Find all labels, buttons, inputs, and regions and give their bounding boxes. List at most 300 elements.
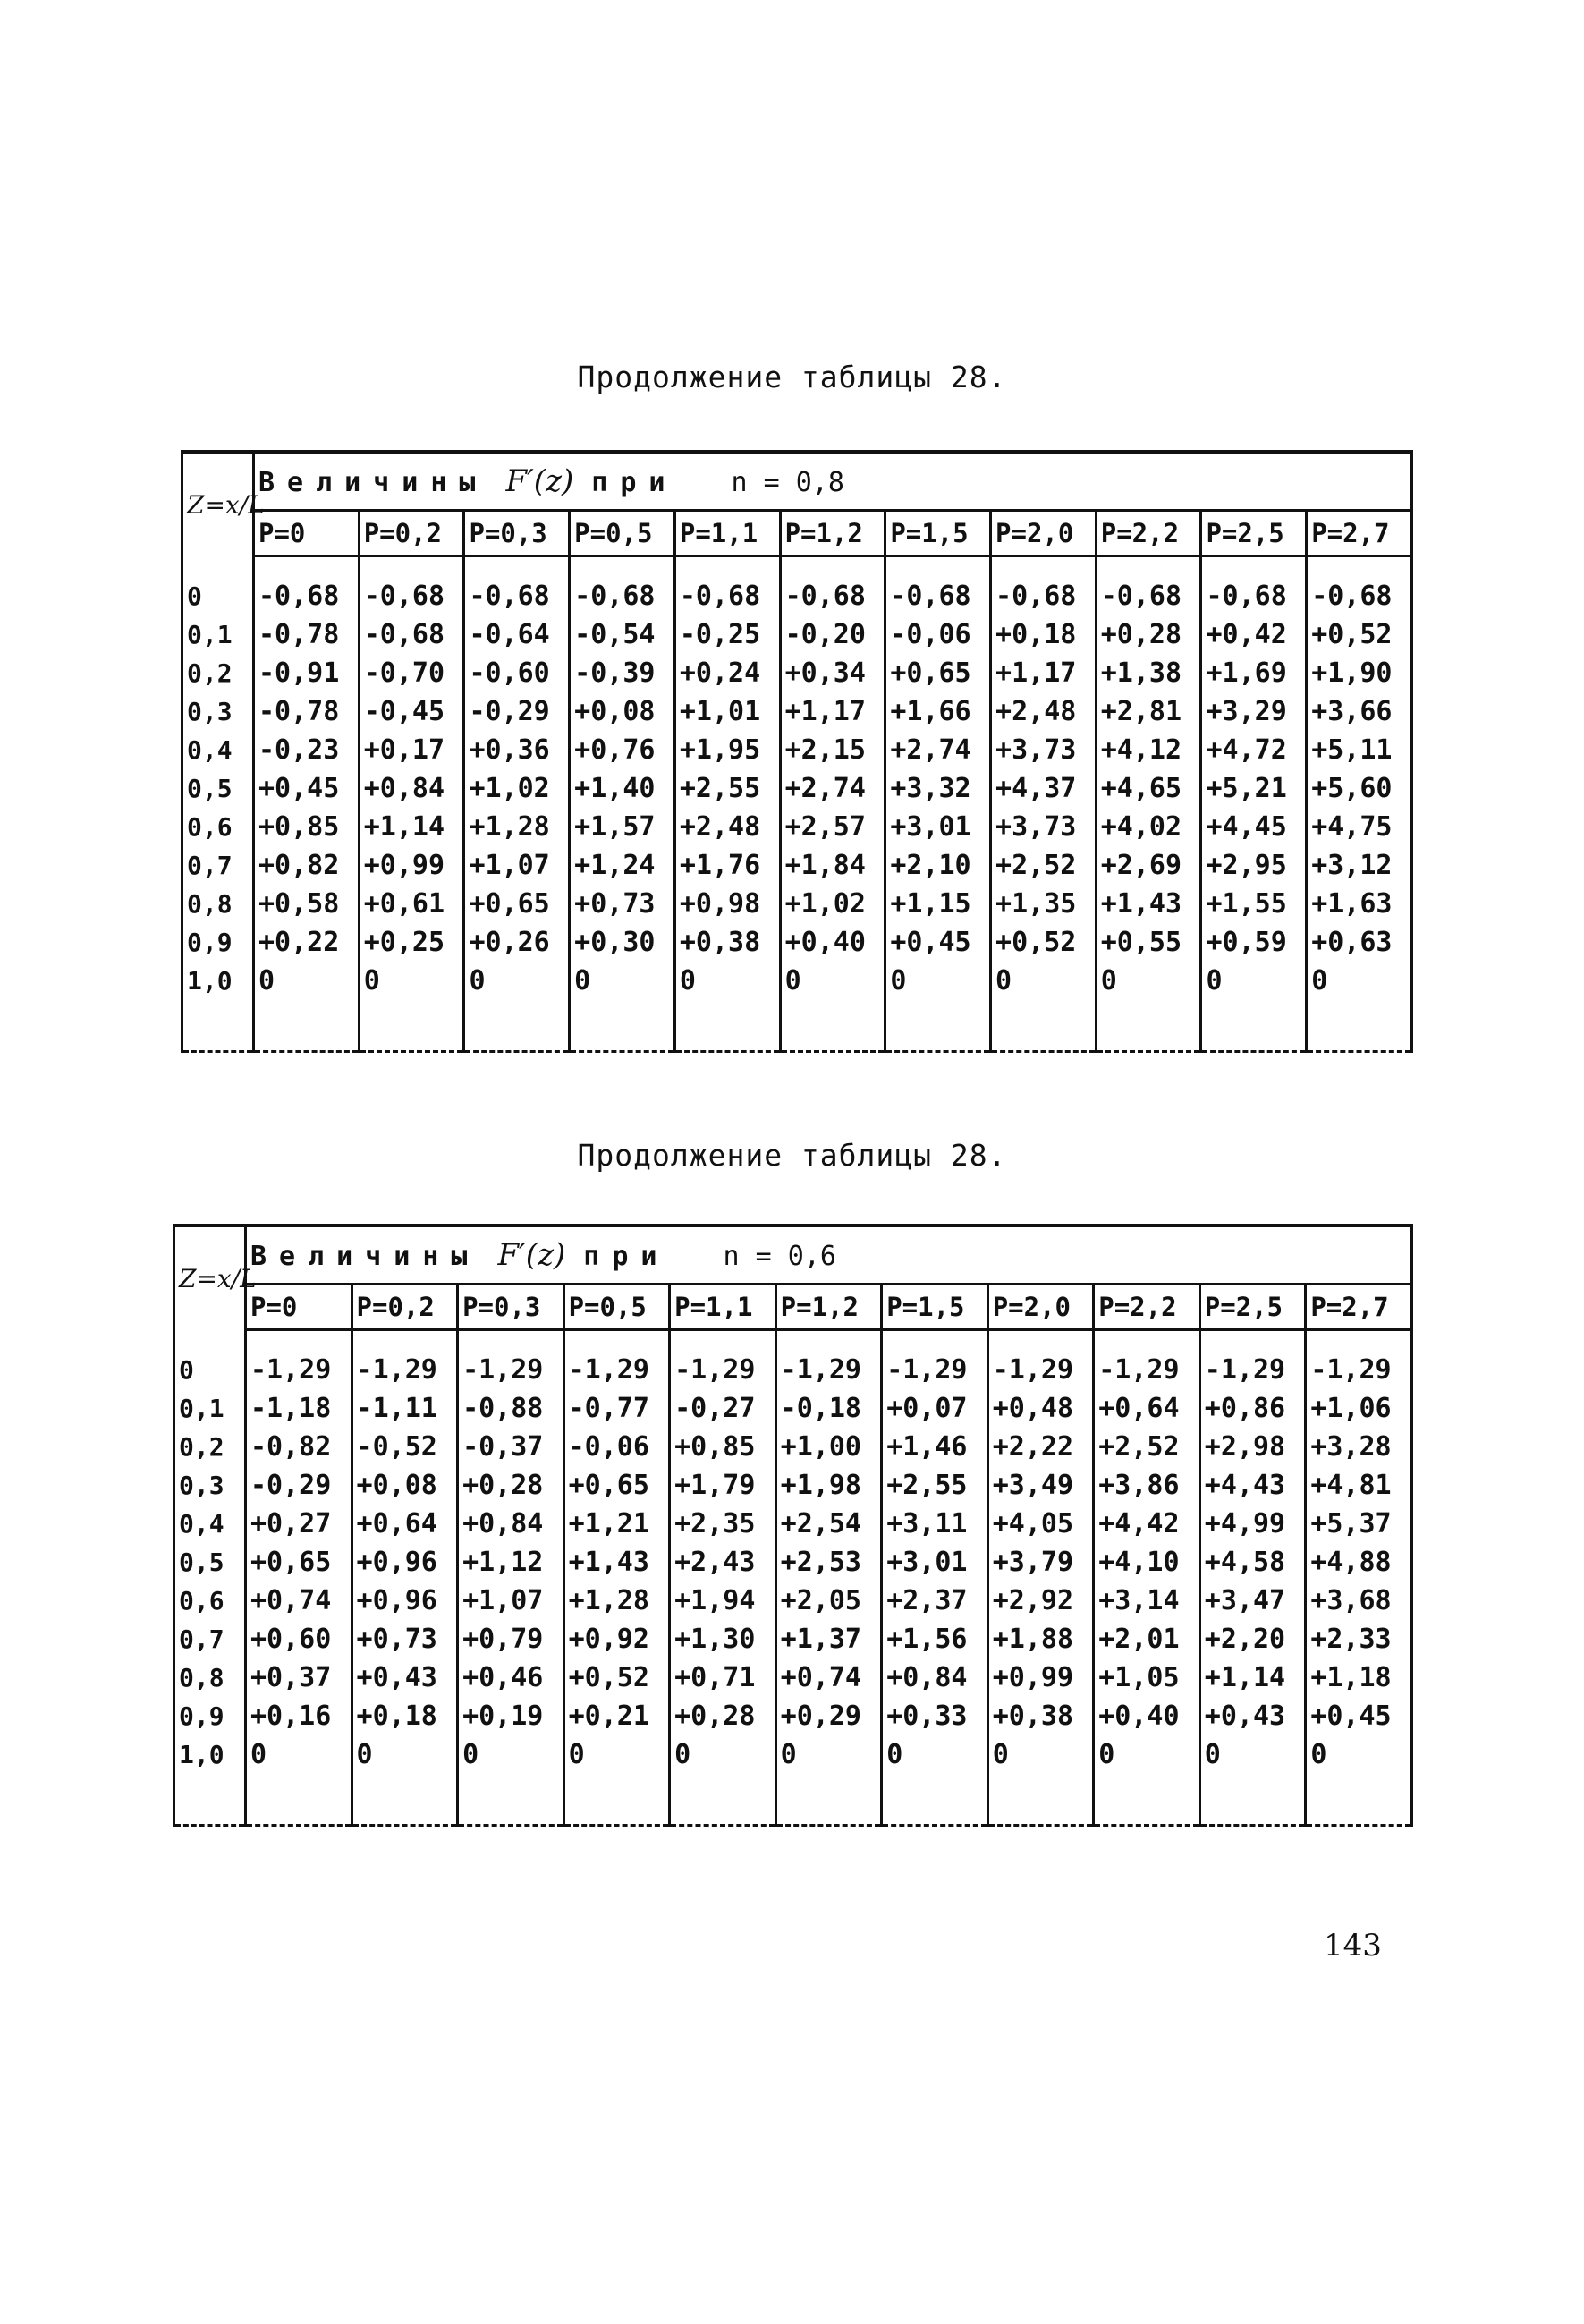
table-cell: +1,79 — [670, 1466, 776, 1505]
table-cell: +1,38 — [1096, 654, 1201, 692]
table-cell: +1,76 — [674, 846, 780, 885]
table-cell: +0,65 — [246, 1543, 352, 1582]
table-row — [182, 923, 1412, 962]
column-header: P=2,0 — [987, 1285, 1094, 1330]
table-cell: +2,52 — [991, 846, 1097, 885]
table-cell: +2,57 — [780, 808, 885, 846]
table-cell: +0,22 — [254, 923, 360, 962]
table-cell: 0 — [991, 962, 1097, 1000]
table-cell: +1,35 — [991, 885, 1097, 923]
table1-title-prefix: Величины — [258, 467, 488, 498]
table-cell: +0,40 — [780, 923, 885, 962]
table-row — [182, 808, 1412, 846]
table-cell: +4,65 — [1096, 769, 1201, 808]
table-cell: +4,81 — [1306, 1466, 1412, 1505]
table-cell: +0,37 — [246, 1658, 352, 1697]
table-cell: +0,26 — [464, 923, 570, 962]
table-cell: -0,06 — [885, 615, 991, 654]
table-cell: +2,92 — [987, 1582, 1094, 1620]
table-row — [174, 1582, 1412, 1620]
column-header: P=2,2 — [1096, 511, 1201, 556]
table-cell: +0,33 — [882, 1697, 988, 1735]
column-header: P=2,5 — [1201, 511, 1307, 556]
table-cell: +2,33 — [1306, 1620, 1412, 1658]
table-cell: -0,18 — [775, 1389, 882, 1428]
table-cell: -1,29 — [563, 1351, 670, 1389]
table-row — [182, 731, 1412, 769]
column-header: P=0,3 — [464, 511, 570, 556]
table-row — [182, 615, 1412, 654]
table-cell: -0,77 — [563, 1389, 670, 1428]
table-cell: +1,05 — [1094, 1658, 1200, 1697]
table-cell: -1,29 — [352, 1351, 458, 1389]
row-z-value: 0,9 — [182, 923, 254, 962]
table-cell: +0,79 — [458, 1620, 564, 1658]
table-cell: +0,86 — [1199, 1389, 1306, 1428]
table-cell: +2,54 — [775, 1505, 882, 1543]
table-cell: +2,15 — [780, 731, 885, 769]
column-header: P=0,2 — [359, 511, 464, 556]
column-header: P=1,2 — [775, 1285, 882, 1330]
table-cell: +0,48 — [987, 1389, 1094, 1428]
column-header: P=1,1 — [670, 1285, 776, 1330]
table-cell: +1,57 — [570, 808, 675, 846]
table-cell: +0,60 — [246, 1620, 352, 1658]
table-cell: +5,11 — [1307, 731, 1412, 769]
row-z-value: 0,1 — [174, 1389, 246, 1428]
table-cell: +0,45 — [885, 923, 991, 962]
table-cell: +2,55 — [674, 769, 780, 808]
table-cell: 0 — [670, 1735, 776, 1774]
table-cell: -0,25 — [674, 615, 780, 654]
table-cell: +0,19 — [458, 1697, 564, 1735]
table-cell: +3,47 — [1199, 1582, 1306, 1620]
table-cell: +3,79 — [987, 1543, 1094, 1582]
table-cell: +1,07 — [458, 1582, 564, 1620]
row-z-value: 0,4 — [182, 731, 254, 769]
table1-column-headers — [182, 511, 1412, 556]
table-cell: +0,82 — [254, 846, 360, 885]
table-cell: 0 — [458, 1735, 564, 1774]
table-cell: -1,29 — [1199, 1351, 1306, 1389]
table-cell: +0,17 — [359, 731, 464, 769]
table-cell: +0,46 — [458, 1658, 564, 1697]
table-cell: +0,29 — [775, 1697, 882, 1735]
table-cell: +0,40 — [1094, 1697, 1200, 1735]
table-cell: +1,14 — [359, 808, 464, 846]
table1-title-n: n = 0,8 — [731, 467, 844, 498]
table-cell: +0,96 — [352, 1543, 458, 1582]
table-row — [174, 1351, 1412, 1389]
table-cell: +0,99 — [359, 846, 464, 885]
table-cell: -1,29 — [458, 1351, 564, 1389]
table-cell: +4,99 — [1199, 1505, 1306, 1543]
table-row — [174, 1697, 1412, 1735]
table1-title-symbol: F′(z) — [505, 463, 574, 499]
table-cell: +0,18 — [352, 1697, 458, 1735]
table-cell: 0 — [780, 962, 885, 1000]
table-cell: +3,12 — [1307, 846, 1412, 885]
table-cell: +2,37 — [882, 1582, 988, 1620]
table-cell: -0,06 — [563, 1428, 670, 1466]
table-cell: -0,45 — [359, 692, 464, 731]
row-z-value: 0,3 — [174, 1466, 246, 1505]
table-cell: +3,68 — [1306, 1582, 1412, 1620]
row-z-value: 0,6 — [182, 808, 254, 846]
table2-title-symbol: F′(z) — [497, 1237, 566, 1273]
table-cell: +0,16 — [246, 1697, 352, 1735]
table-row — [174, 1658, 1412, 1697]
table-cell: -1,29 — [670, 1351, 776, 1389]
table-cell: +1,12 — [458, 1543, 564, 1582]
table-cell: +0,74 — [246, 1582, 352, 1620]
table-cell: +4,58 — [1199, 1543, 1306, 1582]
table-cell: +5,60 — [1307, 769, 1412, 808]
table-cell: 0 — [1307, 962, 1412, 1000]
table-cell: +3,49 — [987, 1466, 1094, 1505]
table-cell: +0,84 — [882, 1658, 988, 1697]
table2-title-mid: при — [583, 1241, 670, 1272]
table-cell: -0,68 — [780, 577, 885, 615]
table-row — [174, 1505, 1412, 1543]
table-cell: +2,98 — [1199, 1428, 1306, 1466]
row-z-value: 0,7 — [182, 846, 254, 885]
table-cell: -0,68 — [570, 577, 675, 615]
column-header: P=2,7 — [1306, 1285, 1412, 1330]
table-cell: +2,20 — [1199, 1620, 1306, 1658]
table-cell: +1,17 — [991, 654, 1097, 692]
table-cell: +1,63 — [1307, 885, 1412, 923]
table-cell: +1,66 — [885, 692, 991, 731]
table-cell: +0,36 — [464, 731, 570, 769]
table-cell: -0,52 — [352, 1428, 458, 1466]
table-cell: -1,29 — [775, 1351, 882, 1389]
table-cell: +4,43 — [1199, 1466, 1306, 1505]
table-cell: +1,88 — [987, 1620, 1094, 1658]
table-cell: +4,75 — [1307, 808, 1412, 846]
table-cell: +4,10 — [1094, 1543, 1200, 1582]
table-cell: +0,65 — [563, 1466, 670, 1505]
table-row — [182, 846, 1412, 885]
row-z-value: 1,0 — [182, 962, 254, 1000]
table-cell: 0 — [563, 1735, 670, 1774]
row-z-value: 0,5 — [174, 1543, 246, 1582]
table-cell: +0,27 — [246, 1505, 352, 1543]
table-cell: -0,37 — [458, 1428, 564, 1466]
table-cell: -1,29 — [987, 1351, 1094, 1389]
table-cell: -0,68 — [674, 577, 780, 615]
table-cell: +1,98 — [775, 1466, 882, 1505]
table-cell: -0,91 — [254, 654, 360, 692]
table-cell: 0 — [987, 1735, 1094, 1774]
table-cell: -0,39 — [570, 654, 675, 692]
table2-title-prefix: Величины — [250, 1241, 480, 1272]
table-cell: +4,88 — [1306, 1543, 1412, 1582]
table-cell: +0,61 — [359, 885, 464, 923]
row-z-value: 0,8 — [182, 885, 254, 923]
table-cell: -0,68 — [359, 615, 464, 654]
table-cell: 0 — [359, 962, 464, 1000]
table-cell: +0,63 — [1307, 923, 1412, 962]
column-header: P=0,5 — [570, 511, 675, 556]
table-cell: +1,90 — [1307, 654, 1412, 692]
column-header: P=0 — [254, 511, 360, 556]
table-cell: +1,21 — [563, 1505, 670, 1543]
column-header: P=1,5 — [885, 511, 991, 556]
table-cell: +0,25 — [359, 923, 464, 962]
column-header: P=1,2 — [780, 511, 885, 556]
table-cell: +3,29 — [1201, 692, 1307, 731]
table-cell: +1,17 — [780, 692, 885, 731]
table-cell: +0,28 — [458, 1466, 564, 1505]
table2-title-n: n = 0,6 — [723, 1241, 836, 1272]
table-cell: -0,78 — [254, 615, 360, 654]
table-cell: +0,45 — [1306, 1697, 1412, 1735]
table-cell: +0,65 — [464, 885, 570, 923]
column-header: P=2,7 — [1307, 511, 1412, 556]
table-cell: +1,40 — [570, 769, 675, 808]
column-header: P=0,3 — [458, 1285, 564, 1330]
column-header: P=2,2 — [1094, 1285, 1200, 1330]
table-cell: +2,55 — [882, 1466, 988, 1505]
table2 — [173, 1224, 1413, 1827]
table1-caption: Продолжение таблицы 28. — [577, 360, 1007, 394]
table-row — [174, 1428, 1412, 1466]
table-cell: 0 — [570, 962, 675, 1000]
table-cell: +2,53 — [775, 1543, 882, 1582]
table2-column-headers — [174, 1285, 1412, 1330]
row-z-value: 0,1 — [182, 615, 254, 654]
table-cell: +0,85 — [670, 1428, 776, 1466]
table-row — [182, 769, 1412, 808]
table-cell: +1,69 — [1201, 654, 1307, 692]
table-cell: +1,00 — [775, 1428, 882, 1466]
table-cell: +3,73 — [991, 808, 1097, 846]
table-cell: 0 — [1096, 962, 1201, 1000]
table-cell: +1,02 — [464, 769, 570, 808]
table-cell: +0,98 — [674, 885, 780, 923]
table-cell: +2,69 — [1096, 846, 1201, 885]
table-cell: +1,55 — [1201, 885, 1307, 923]
table-row — [182, 885, 1412, 923]
row-z-value: 0,5 — [182, 769, 254, 808]
table-cell: +1,24 — [570, 846, 675, 885]
table2-caption: Продолжение таблицы 28. — [577, 1138, 1007, 1173]
table-cell: +2,01 — [1094, 1620, 1200, 1658]
column-header: P=1,5 — [882, 1285, 988, 1330]
table-cell: +1,94 — [670, 1582, 776, 1620]
table-cell: +0,08 — [570, 692, 675, 731]
table-cell: +1,30 — [670, 1620, 776, 1658]
table-cell: -1,18 — [246, 1389, 352, 1428]
table-cell: +2,22 — [987, 1428, 1094, 1466]
table1-z-label: Z=x/L — [182, 452, 254, 556]
table-cell: +0,59 — [1201, 923, 1307, 962]
table-cell: +2,10 — [885, 846, 991, 885]
table-cell: -0,29 — [464, 692, 570, 731]
table-cell: +2,48 — [674, 808, 780, 846]
table1 — [181, 450, 1413, 1053]
row-z-value: 0,6 — [174, 1582, 246, 1620]
table-cell: -0,68 — [1201, 577, 1307, 615]
table-cell: 0 — [1306, 1735, 1412, 1774]
table-cell: +3,28 — [1306, 1428, 1412, 1466]
table-row — [174, 1543, 1412, 1582]
table-cell: -0,88 — [458, 1389, 564, 1428]
row-z-value: 1,0 — [174, 1735, 246, 1774]
table-cell: -0,54 — [570, 615, 675, 654]
row-z-value: 0,3 — [182, 692, 254, 731]
table1-title — [254, 452, 1412, 511]
table-row — [174, 1735, 1412, 1774]
table-cell: +0,28 — [1096, 615, 1201, 654]
table-cell: +0,99 — [987, 1658, 1094, 1697]
table-cell: -0,68 — [359, 577, 464, 615]
table-cell: +3,14 — [1094, 1582, 1200, 1620]
table-cell: +1,28 — [563, 1582, 670, 1620]
table2-body — [174, 1330, 1412, 1826]
table-cell: +3,86 — [1094, 1466, 1200, 1505]
table-cell: 0 — [254, 962, 360, 1000]
table-cell: +0,73 — [352, 1620, 458, 1658]
column-header: P=0 — [246, 1285, 352, 1330]
table-cell: +4,72 — [1201, 731, 1307, 769]
table-cell: +1,01 — [674, 692, 780, 731]
table-cell: +0,21 — [563, 1697, 670, 1735]
table-cell: +3,66 — [1307, 692, 1412, 731]
row-z-value: 0,4 — [174, 1505, 246, 1543]
table-cell: +0,52 — [991, 923, 1097, 962]
table-cell: -0,60 — [464, 654, 570, 692]
table-cell: +4,05 — [987, 1505, 1094, 1543]
table-cell: +1,06 — [1306, 1389, 1412, 1428]
table-cell: +0,52 — [563, 1658, 670, 1697]
table-cell: 0 — [882, 1735, 988, 1774]
table-cell: +4,45 — [1201, 808, 1307, 846]
table-cell: +1,95 — [674, 731, 780, 769]
table-cell: +0,07 — [882, 1389, 988, 1428]
table-cell: +4,02 — [1096, 808, 1201, 846]
table-cell: +4,12 — [1096, 731, 1201, 769]
table-cell: +1,43 — [1096, 885, 1201, 923]
table-cell: +0,52 — [1307, 615, 1412, 654]
table-cell: +0,18 — [991, 615, 1097, 654]
table-cell: -1,29 — [246, 1351, 352, 1389]
table-cell: +2,48 — [991, 692, 1097, 731]
table-cell: -0,23 — [254, 731, 360, 769]
table-cell: -0,82 — [246, 1428, 352, 1466]
row-z-value: 0,9 — [174, 1697, 246, 1735]
table-row — [182, 654, 1412, 692]
table-cell: +3,32 — [885, 769, 991, 808]
table-cell: +1,56 — [882, 1620, 988, 1658]
column-header: P=1,1 — [674, 511, 780, 556]
table-cell: +1,15 — [885, 885, 991, 923]
table-cell: +0,38 — [987, 1697, 1094, 1735]
table-cell: 0 — [352, 1735, 458, 1774]
table-cell: +2,95 — [1201, 846, 1307, 885]
table-cell: +2,05 — [775, 1582, 882, 1620]
table-cell: +0,85 — [254, 808, 360, 846]
table-cell: +0,73 — [570, 885, 675, 923]
table-cell: -0,20 — [780, 615, 885, 654]
table-cell: -0,68 — [885, 577, 991, 615]
table-cell: 0 — [885, 962, 991, 1000]
table-row — [182, 577, 1412, 615]
table-cell: +1,07 — [464, 846, 570, 885]
table-cell: +0,43 — [1199, 1697, 1306, 1735]
table-cell: +0,64 — [352, 1505, 458, 1543]
table-cell: +1,28 — [464, 808, 570, 846]
table-cell: +0,08 — [352, 1466, 458, 1505]
table-cell: +1,18 — [1306, 1658, 1412, 1697]
table2-title — [246, 1226, 1412, 1285]
table1-body — [182, 556, 1412, 1052]
table-cell: +0,64 — [1094, 1389, 1200, 1428]
table-cell: +2,81 — [1096, 692, 1201, 731]
table-cell: -0,68 — [991, 577, 1097, 615]
table-cell: -0,29 — [246, 1466, 352, 1505]
table-cell: -0,68 — [1096, 577, 1201, 615]
table-cell: +0,58 — [254, 885, 360, 923]
table-cell: +4,37 — [991, 769, 1097, 808]
table-row — [182, 962, 1412, 1000]
table-cell: +0,92 — [563, 1620, 670, 1658]
table2-z-label: Z=x/L — [174, 1226, 246, 1330]
table-cell: +0,43 — [352, 1658, 458, 1697]
page-number: 143 — [1324, 1928, 1382, 1964]
table-cell: +2,35 — [670, 1505, 776, 1543]
row-z-value: 0,2 — [174, 1428, 246, 1466]
table-cell: -0,78 — [254, 692, 360, 731]
table-cell: +0,34 — [780, 654, 885, 692]
table-cell: 0 — [674, 962, 780, 1000]
table-cell: +2,74 — [780, 769, 885, 808]
table-cell: +1,37 — [775, 1620, 882, 1658]
table-cell: -1,29 — [882, 1351, 988, 1389]
row-z-value: 0,2 — [182, 654, 254, 692]
table-cell: +1,46 — [882, 1428, 988, 1466]
table1-title-mid: при — [591, 467, 678, 498]
table-cell: +0,24 — [674, 654, 780, 692]
table-cell: +0,65 — [885, 654, 991, 692]
column-header: P=2,5 — [1199, 1285, 1306, 1330]
table-cell: +5,37 — [1306, 1505, 1412, 1543]
table-cell: 0 — [1201, 962, 1307, 1000]
table-cell: +2,74 — [885, 731, 991, 769]
table-cell: +1,14 — [1199, 1658, 1306, 1697]
table-cell: +3,01 — [882, 1543, 988, 1582]
row-z-value: 0 — [182, 577, 254, 615]
table-cell: +0,71 — [670, 1658, 776, 1697]
table-cell: +5,21 — [1201, 769, 1307, 808]
table-cell: -0,27 — [670, 1389, 776, 1428]
table-cell: 0 — [464, 962, 570, 1000]
table-cell: +0,76 — [570, 731, 675, 769]
row-z-value: 0,8 — [174, 1658, 246, 1697]
row-z-value: 0,7 — [174, 1620, 246, 1658]
table-cell: +0,84 — [458, 1505, 564, 1543]
table-cell: -1,29 — [1094, 1351, 1200, 1389]
table-row — [174, 1389, 1412, 1428]
table-cell: -0,64 — [464, 615, 570, 654]
table-cell: -0,70 — [359, 654, 464, 692]
table-cell: +2,43 — [670, 1543, 776, 1582]
table-cell: -0,68 — [1307, 577, 1412, 615]
table-cell: +4,42 — [1094, 1505, 1200, 1543]
table-cell: 0 — [1199, 1735, 1306, 1774]
table-cell: 0 — [246, 1735, 352, 1774]
